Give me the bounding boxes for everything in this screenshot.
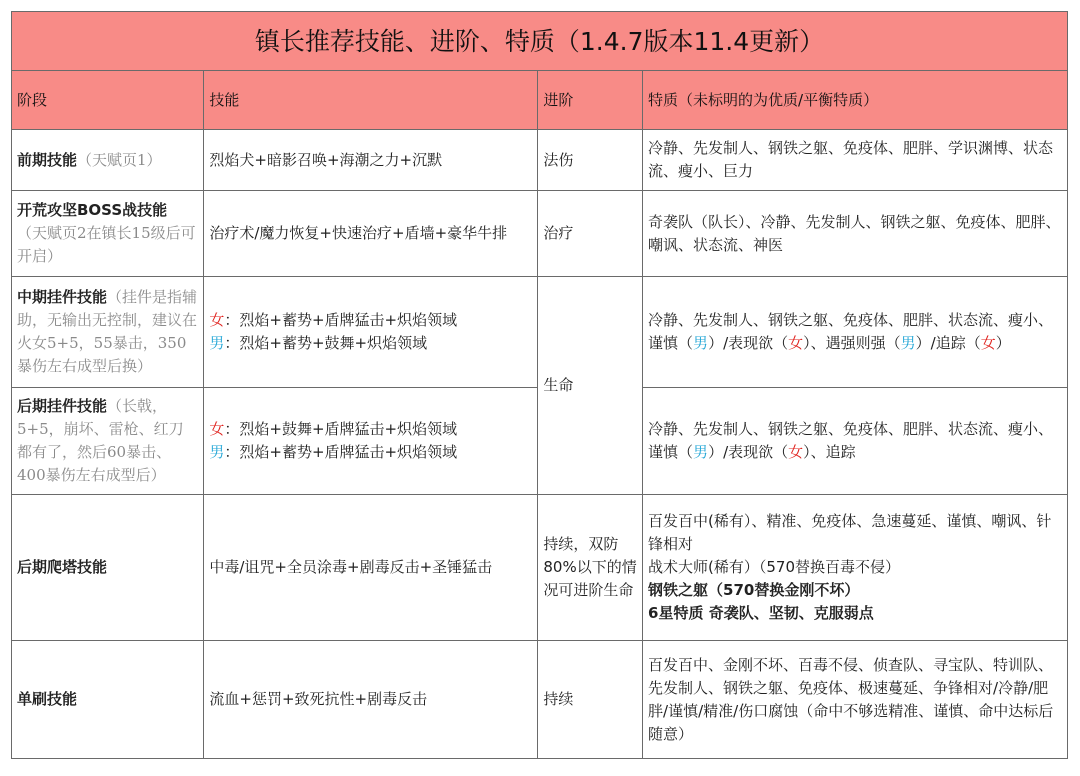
advance-cell: 持续，双防80%以下的情况可进阶生命 (538, 495, 643, 641)
traits-line: 战术大师(稀有）（570替换百毒不侵） (648, 558, 901, 576)
table-row (12, 191, 1068, 277)
female-marker: 女 (980, 334, 996, 352)
traits-text: ）/追踪（ (915, 334, 981, 352)
header-skills: 技能 (204, 71, 538, 130)
female-label: 女 (209, 420, 225, 438)
stage-name: 中期挂件技能 (17, 288, 108, 306)
stage-cell (12, 277, 204, 388)
traits-cell (643, 495, 1068, 641)
traits-line-bold: 6星特质 奇袭队、坚韧、克服弱点 (648, 604, 874, 622)
male-label: 男 (209, 443, 225, 461)
stage-cell (12, 130, 204, 191)
advance-cell-merged: 生命 (538, 277, 643, 495)
stage-cell (12, 191, 204, 277)
stage-note: （挂件是指辅助，无输出无控制，建议在火女5+5，55暴击，350暴伤左右成型后换） (17, 288, 198, 375)
stage-note: （长戟，5+5，崩坏、雷枪、红刀都有了，然后60暴击、400暴伤左右成型后） (17, 397, 184, 484)
stage-name: 开荒攻坚BOSS战技能 (17, 201, 168, 219)
skills-cell (204, 388, 538, 495)
skills-cell: 流血+惩罚+致死抗性+剧毒反击 (204, 641, 538, 759)
skill-table-sheet (11, 11, 1068, 759)
traits-text: ） (995, 334, 1011, 352)
skills-cell: 中毒/诅咒+全员涂毒+剧毒反击+圣锤猛击 (204, 495, 538, 641)
skills-cell: 治疗术/魔力恢复+快速治疗+盾墙+豪华牛排 (204, 191, 538, 277)
male-marker: 男 (900, 334, 916, 352)
table-row (12, 130, 1068, 191)
stage-cell (12, 388, 204, 495)
advance-cell: 持续 (538, 641, 643, 759)
male-label: 男 (209, 334, 225, 352)
header-row (12, 71, 1068, 130)
female-marker: 女 (788, 334, 804, 352)
skills-cell (204, 277, 538, 388)
stage-cell (12, 641, 204, 759)
traits-cell (643, 277, 1068, 388)
traits-text: ）/表现欲（ (708, 334, 789, 352)
traits-cell: 百发百中、金刚不坏、百毒不侵、侦查队、寻宝队、特训队、先发制人、钢铁之躯、免疫体、极速蔓延、争锋相对/冷静/肥胖/谨慎/精准/伤口腐蚀（命中不够选精准、谨慎、命中达标后随意） (643, 641, 1068, 759)
table-title: 镇长推荐技能、进阶、特质（1.4.7版本11.4更新） (12, 12, 1068, 71)
stage-cell (12, 495, 204, 641)
male-marker: 男 (693, 334, 709, 352)
male-skills: ：烈焰+蓄势+鼓舞+炽焰领域 (224, 334, 428, 352)
header-advance: 进阶 (538, 71, 643, 130)
traits-text: 冷静、先发制人、钢铁之躯、免疫体、肥胖、状态流、瘦小、谨慎（ (648, 420, 1054, 461)
stage-name: 单刷技能 (17, 690, 78, 708)
traits-cell (643, 388, 1068, 495)
stage-name: 后期挂件技能 (17, 397, 108, 415)
traits-text: 冷静、先发制人、钢铁之躯、免疫体、肥胖、状态流、瘦小、谨慎（ (648, 311, 1054, 352)
traits-text: ）/表现欲（ (708, 443, 789, 461)
male-skills: ：烈焰+蓄势+盾牌猛击+炽焰领域 (224, 443, 458, 461)
female-marker: 女 (788, 443, 804, 461)
skills-cell: 烈焰犬+暗影召唤+海潮之力+沉默 (204, 130, 538, 191)
stage-note: （天赋页1） (77, 150, 162, 169)
advance-cell: 法伤 (538, 130, 643, 191)
female-skills: ：烈焰+蓄势+盾牌猛击+炽焰领域 (224, 311, 458, 329)
stage-name: 前期技能 (17, 150, 78, 169)
stage-note: （天赋页2在镇长15级后可开启） (17, 224, 196, 265)
header-traits: 特质（未标明的为优质/平衡特质） (643, 71, 1068, 130)
table-row (12, 277, 1068, 388)
header-stage: 阶段 (12, 71, 204, 130)
advance-cell: 治疗 (538, 191, 643, 277)
traits-line-bold: 钢铁之躯（570替换金刚不坏） (648, 581, 860, 599)
recommendation-table (11, 11, 1068, 759)
stage-name: 后期爬塔技能 (17, 558, 108, 576)
traits-cell: 奇袭队（队长）、冷静、先发制人、钢铁之躯、免疫体、肥胖、嘲讽、状态流、神医 (643, 191, 1068, 277)
table-row (12, 641, 1068, 759)
female-skills: ：烈焰+鼓舞+盾牌猛击+炽焰领域 (224, 420, 458, 438)
traits-text: ）、遇强则强（ (803, 334, 901, 352)
male-marker: 男 (693, 443, 709, 461)
traits-text: ）、追踪 (803, 443, 856, 461)
traits-cell: 冷静、先发制人、钢铁之躯、免疫体、肥胖、学识渊博、状态流、瘦小、巨力 (643, 130, 1068, 191)
female-label: 女 (209, 311, 225, 329)
traits-line: 百发百中(稀有）、精准、免疫体、急速蔓延、谨慎、嘲讽、针锋相对 (648, 512, 1052, 553)
table-row (12, 495, 1068, 641)
